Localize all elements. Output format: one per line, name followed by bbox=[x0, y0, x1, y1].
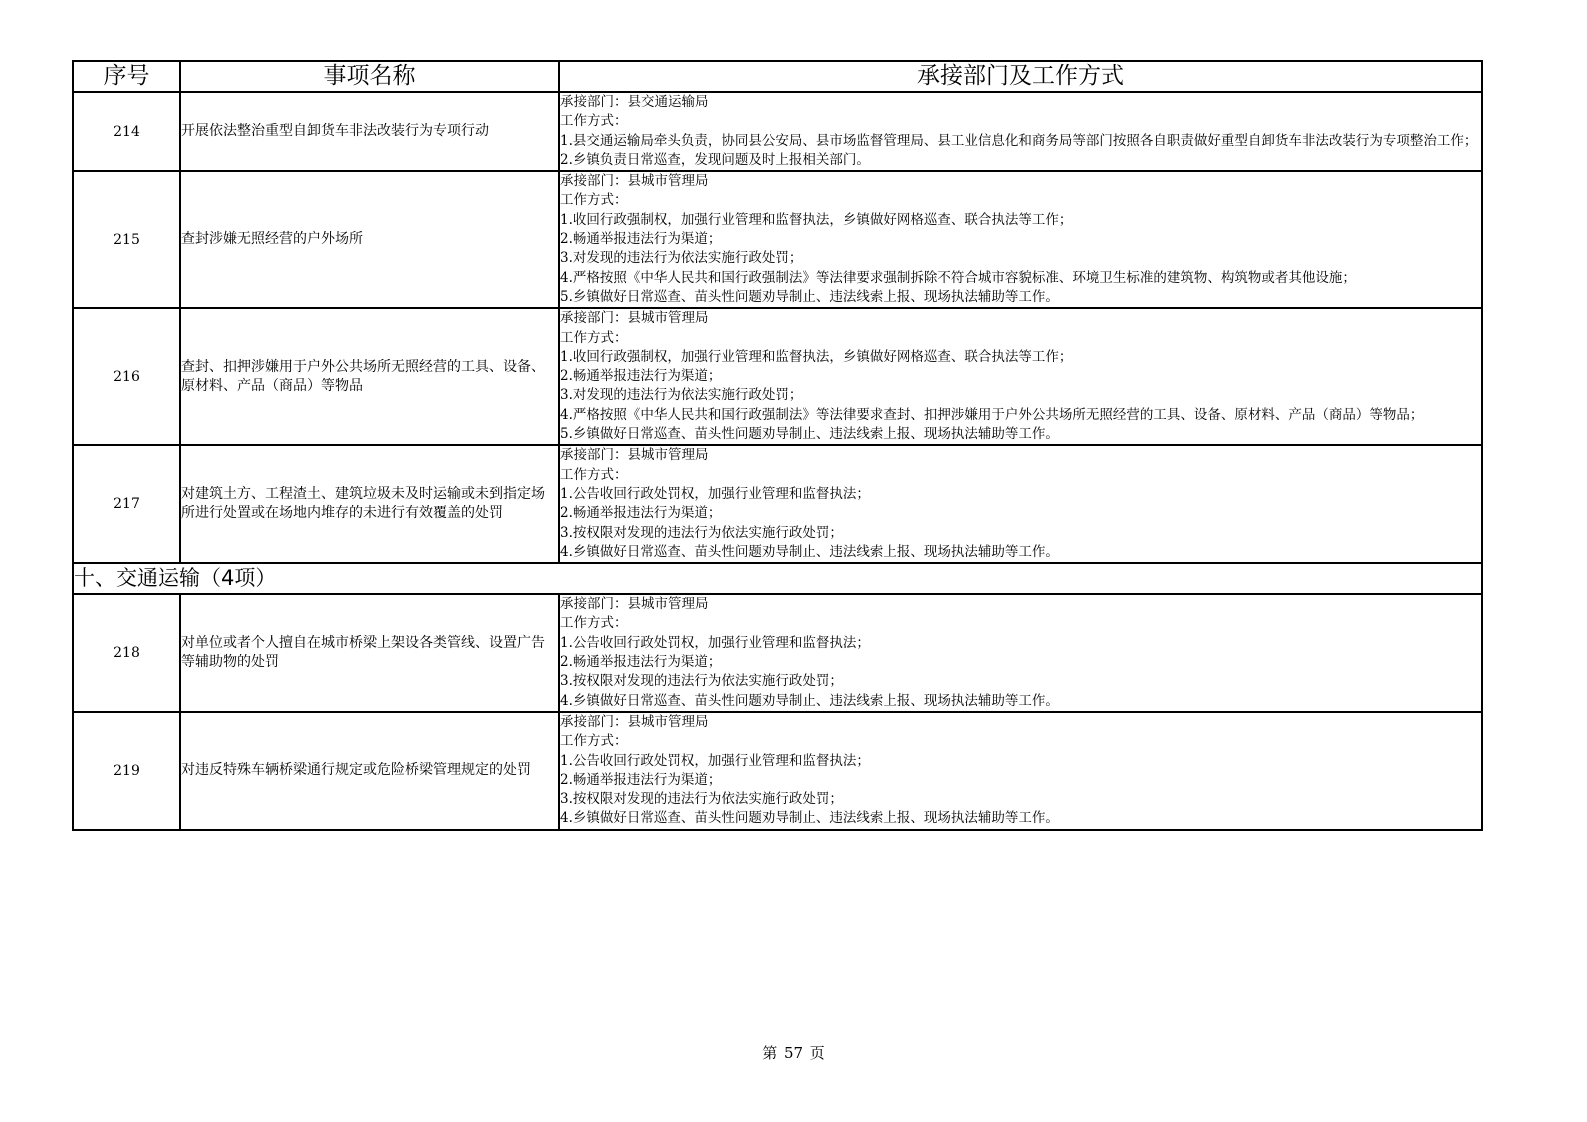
method-line: 1.收回行政强制权，加强行业管理和监督执法，乡镇做好网格巡查、联合执法等工作； bbox=[560, 211, 1073, 228]
matter-name-cell: 对违反特殊车辆桥梁通行规定或危险桥梁管理规定的处罚 bbox=[180, 712, 559, 830]
method-line: 工作方式： bbox=[560, 113, 628, 130]
department-method-cell bbox=[559, 712, 1482, 830]
method-line: 5.乡镇做好日常巡查、苗头性问题劝导制止、违法线索上报、现场执法辅助等工作。 bbox=[560, 426, 1059, 443]
serial-number-cell: 219 bbox=[73, 712, 180, 830]
method-line: 2.畅通举报违法行为渠道； bbox=[560, 654, 722, 671]
department-method-cell bbox=[559, 445, 1482, 563]
method-line: 2.畅通举报违法行为渠道； bbox=[560, 505, 722, 522]
serial-number-cell: 214 bbox=[73, 92, 180, 171]
table-body-part-a bbox=[73, 92, 1482, 563]
table-row bbox=[73, 712, 1482, 830]
method-line: 4.乡镇做好日常巡查、苗头性问题劝导制止、违法线索上报、现场执法辅助等工作。 bbox=[560, 543, 1059, 560]
serial-number-cell: 217 bbox=[73, 445, 180, 563]
serial-number-cell: 215 bbox=[73, 171, 180, 308]
method-line: 1.公告收回行政处罚权，加强行业管理和监督执法； bbox=[560, 752, 870, 769]
department-method-cell bbox=[559, 92, 1482, 171]
method-line: 5.乡镇做好日常巡查、苗头性问题劝导制止、违法线索上报、现场执法辅助等工作。 bbox=[560, 288, 1059, 305]
method-line: 1.公告收回行政处罚权，加强行业管理和监督执法； bbox=[560, 485, 870, 502]
method-line: 工作方式： bbox=[560, 192, 628, 209]
serial-number-cell: 216 bbox=[73, 308, 180, 445]
matter-name-cell: 对建筑土方、工程渣土、建筑垃圾未及时运输或未到指定场所进行处置或在场地内堆存的未进行有效覆盖的处罚 bbox=[180, 445, 559, 563]
section-row bbox=[73, 563, 1482, 594]
method-line: 4.严格按照《中华人民共和国行政强制法》等法律要求强制拆除不符合城市容貌标准、环境卫生标准的建筑物、构筑物或者其他设施； bbox=[560, 269, 1356, 286]
method-line: 1.公告收回行政处罚权，加强行业管理和监督执法； bbox=[560, 634, 870, 651]
method-line: 工作方式： bbox=[560, 733, 628, 750]
method-line: 2.乡镇负责日常巡查，发现问题及时上报相关部门。 bbox=[560, 151, 870, 168]
department-method-cell bbox=[559, 308, 1482, 445]
method-line: 3.按权限对发现的违法行为依法实施行政处罚； bbox=[560, 673, 843, 690]
matter-name-cell: 对单位或者个人擅自在城市桥梁上架设各类管线、设置广告等辅助物的处罚 bbox=[180, 594, 559, 712]
method-line: 4.乡镇做好日常巡查、苗头性问题劝导制止、违法线索上报、现场执法辅助等工作。 bbox=[560, 810, 1059, 827]
header-department-and-method: 承接部门及工作方式 bbox=[559, 61, 1482, 92]
method-line: 承接部门：县城市管理局 bbox=[560, 596, 709, 613]
section-title: 十、交通运输（4项） bbox=[73, 563, 1482, 594]
method-line: 4.乡镇做好日常巡查、苗头性问题劝导制止、违法线索上报、现场执法辅助等工作。 bbox=[560, 692, 1059, 709]
matter-name-cell: 查封、扣押涉嫌用于户外公共场所无照经营的工具、设备、原材料、产品（商品）等物品 bbox=[180, 308, 559, 445]
method-line: 1.收回行政强制权，加强行业管理和监督执法，乡镇做好网格巡查、联合执法等工作； bbox=[560, 348, 1073, 365]
method-line: 承接部门：县城市管理局 bbox=[560, 310, 709, 327]
method-line: 承接部门：县城市管理局 bbox=[560, 713, 709, 730]
method-line: 工作方式： bbox=[560, 466, 628, 483]
table-row bbox=[73, 92, 1482, 171]
department-method-cell bbox=[559, 594, 1482, 712]
header-serial-number: 序号 bbox=[73, 61, 180, 92]
method-line: 2.畅通举报违法行为渠道； bbox=[560, 231, 722, 248]
method-line: 工作方式： bbox=[560, 329, 628, 346]
header-matter-name: 事项名称 bbox=[180, 61, 559, 92]
method-line: 2.畅通举报违法行为渠道； bbox=[560, 771, 722, 788]
method-line: 3.按权限对发现的违法行为依法实施行政处罚； bbox=[560, 791, 843, 808]
method-line: 2.畅通举报违法行为渠道； bbox=[560, 368, 722, 385]
method-line: 3.对发现的违法行为依法实施行政处罚； bbox=[560, 250, 803, 267]
matter-name-cell: 查封涉嫌无照经营的户外场所 bbox=[180, 171, 559, 308]
table-body-part-b bbox=[73, 594, 1482, 830]
serial-number-cell: 218 bbox=[73, 594, 180, 712]
method-line: 3.对发现的违法行为依法实施行政处罚； bbox=[560, 387, 803, 404]
page-number: 第 57 页 bbox=[762, 1044, 825, 1062]
method-line: 4.严格按照《中华人民共和国行政强制法》等法律要求查封、扣押涉嫌用于户外公共场所无照经营的工具、设备、原材料、产品（商品）等物品； bbox=[560, 406, 1424, 423]
method-line: 3.按权限对发现的违法行为依法实施行政处罚； bbox=[560, 524, 843, 541]
section-row-group bbox=[73, 563, 1482, 594]
table-row bbox=[73, 171, 1482, 308]
method-line: 承接部门：县城市管理局 bbox=[560, 447, 709, 464]
matters-table bbox=[72, 60, 1483, 831]
matter-name-cell: 开展依法整治重型自卸货车非法改装行为专项行动 bbox=[180, 92, 559, 171]
method-line: 工作方式： bbox=[560, 615, 628, 632]
table-row bbox=[73, 594, 1482, 712]
method-line: 承接部门：县交通运输局 bbox=[560, 94, 709, 110]
table-row bbox=[73, 308, 1482, 445]
department-method-cell bbox=[559, 171, 1482, 308]
table-row bbox=[73, 445, 1482, 563]
method-line: 承接部门：县城市管理局 bbox=[560, 173, 709, 190]
table-header-row bbox=[73, 61, 1482, 92]
method-line: 1.县交通运输局牵头负责，协同县公安局、县市场监督管理局、县工业信息化和商务局等部门按照各自职责做好重型自卸货车非法改装行为专项整治工作； bbox=[560, 132, 1478, 149]
